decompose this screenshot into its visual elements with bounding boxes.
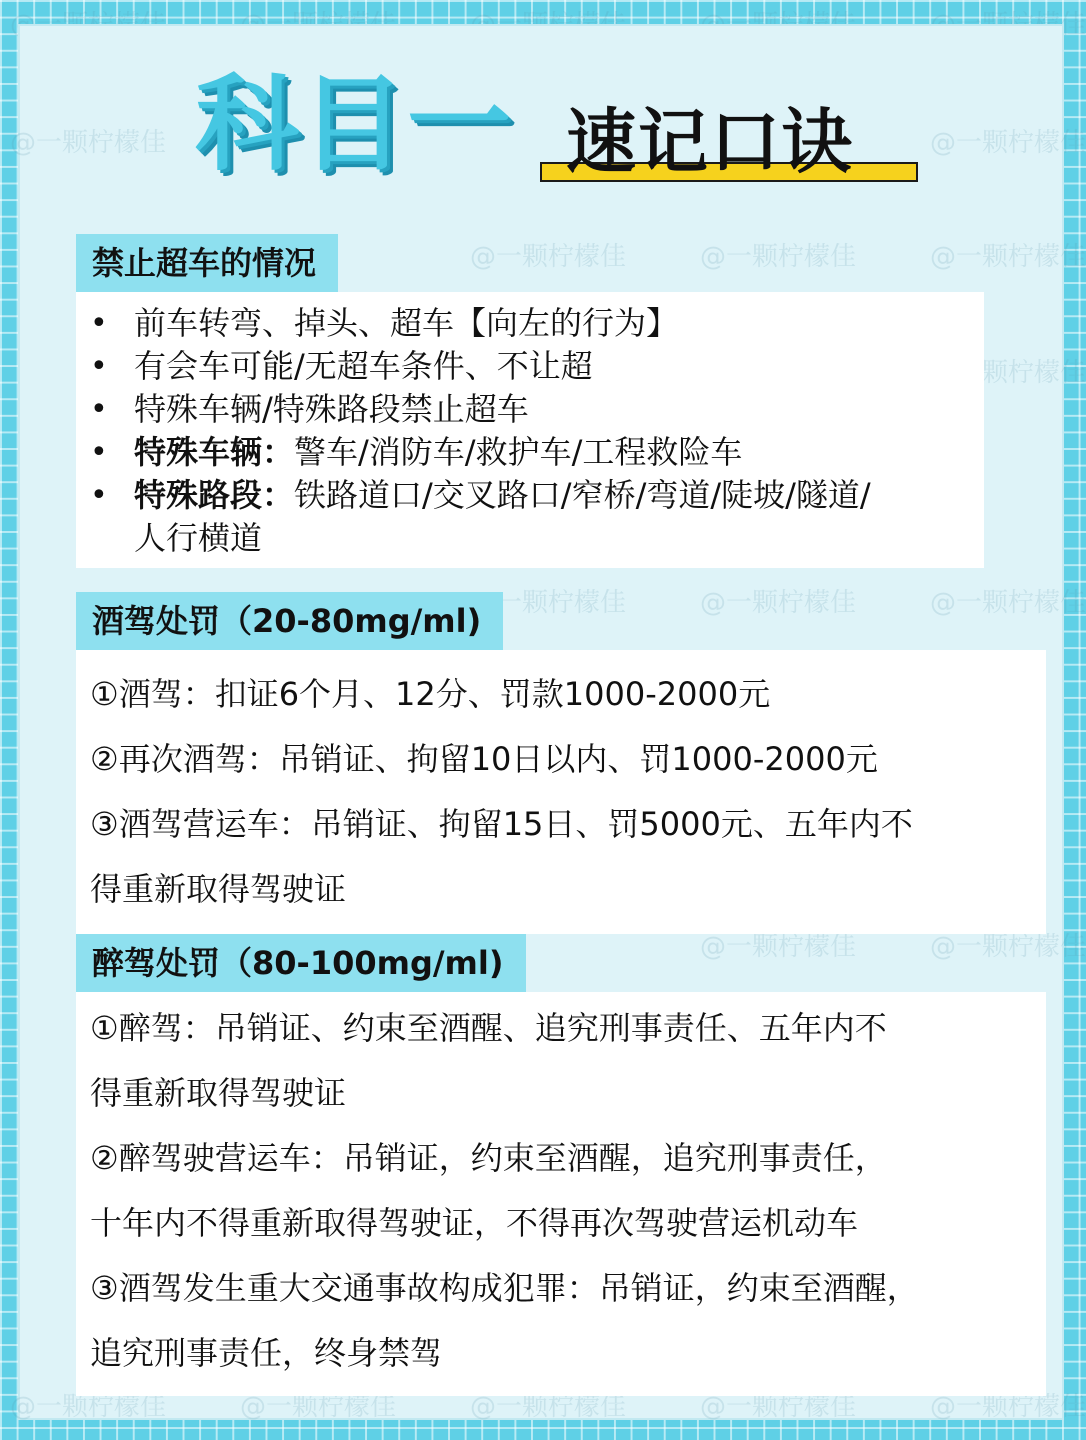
- list-item-continuation: 人行横道: [134, 519, 263, 557]
- section-heading-no-overtaking: 禁止超车的情况: [76, 234, 338, 292]
- watermark: @一颗柠檬佳: [10, 1392, 167, 1422]
- bullet-icon: •: [90, 435, 108, 470]
- watermark: @一颗柠檬佳: [930, 358, 1086, 388]
- bullet-icon: •: [90, 478, 108, 513]
- penalty-line: ②再次酒驾：吊销证、拘留10日以内、罚1000-2000元: [90, 740, 878, 778]
- section-panel-drunk-driving: [76, 650, 1046, 934]
- list-item: • 前车转弯、掉头、超车【向左的行为】: [76, 302, 984, 345]
- bullet-list: [76, 292, 984, 560]
- watermark: @一颗柠檬佳: [700, 932, 857, 962]
- bullet-icon: •: [90, 306, 108, 341]
- watermark: @一颗柠檬佳: [930, 128, 1086, 158]
- watermark: @一颗柠檬佳: [930, 588, 1086, 618]
- section-heading-drunk-driving: 酒驾处罚（20-80mg/ml): [76, 592, 503, 650]
- watermark: @一颗柠檬佳: [700, 242, 857, 272]
- penalty-line: ③酒驾营运车：吊销证、拘留15日、罚5000元、五年内不: [90, 805, 913, 843]
- list-item: • 特殊路段：铁路道口/交叉路口/窄桥/弯道/陡坡/隧道/: [76, 474, 984, 517]
- watermark: @一颗柠檬佳: [930, 932, 1086, 962]
- section-panel-intoxicated-driving: [76, 992, 1046, 1396]
- section-panel-no-overtaking: [76, 292, 984, 568]
- penalty-line: ③酒驾发生重大交通事故构成犯罪：吊销证，约束至酒醒，: [90, 1269, 919, 1307]
- penalty-line: ②醉驾驶营运车：吊销证，约束至酒醒，追究刑事责任，: [90, 1139, 887, 1177]
- content-card: [10, 24, 1086, 1422]
- watermark: @一颗柠檬佳: [700, 588, 857, 618]
- watermark: @一颗柠檬佳: [470, 242, 627, 272]
- page-title: 科目一: [195, 63, 514, 185]
- page-subtitle-block: [540, 101, 918, 183]
- watermark: @一颗柠檬佳: [240, 1392, 397, 1422]
- list-item: • 特殊车辆/特殊路段禁止超车: [76, 388, 984, 431]
- watermark: @一颗柠檬佳: [700, 1392, 857, 1422]
- watermark: @一颗柠檬佳: [10, 128, 167, 158]
- watermark: @一颗柠檬佳: [930, 1392, 1086, 1422]
- section-heading-intoxicated-driving: 醉驾处罚（80-100mg/ml): [76, 934, 526, 992]
- bullet-icon: •: [90, 392, 108, 427]
- penalty-line: 得重新取得驾驶证: [90, 1074, 347, 1112]
- penalty-line: 得重新取得驾驶证: [90, 870, 347, 908]
- penalty-line: 追究刑事责任，终身禁驾: [90, 1334, 443, 1372]
- watermark: @一颗柠檬佳: [470, 1392, 627, 1422]
- watermark: @一颗柠檬佳: [930, 242, 1086, 272]
- watermark: @一颗柠檬佳: [470, 588, 627, 618]
- penalty-line: ①酒驾：扣证6个月、12分、罚款1000-2000元: [90, 675, 771, 713]
- penalty-line: ①醉驾：吊销证、约束至酒醒、追究刑事责任、五年内不: [90, 1009, 887, 1047]
- penalty-line: 十年内不得重新取得驾驶证，不得再次驾驶营运机动车: [90, 1204, 859, 1242]
- list-item: • 特殊车辆：警车/消防车/救护车/工程救险车: [76, 431, 984, 474]
- bullet-icon: •: [90, 349, 108, 384]
- page-subtitle: 速记口诀: [566, 101, 854, 183]
- list-item: • 有会车可能/无超车条件、不让超: [76, 345, 984, 388]
